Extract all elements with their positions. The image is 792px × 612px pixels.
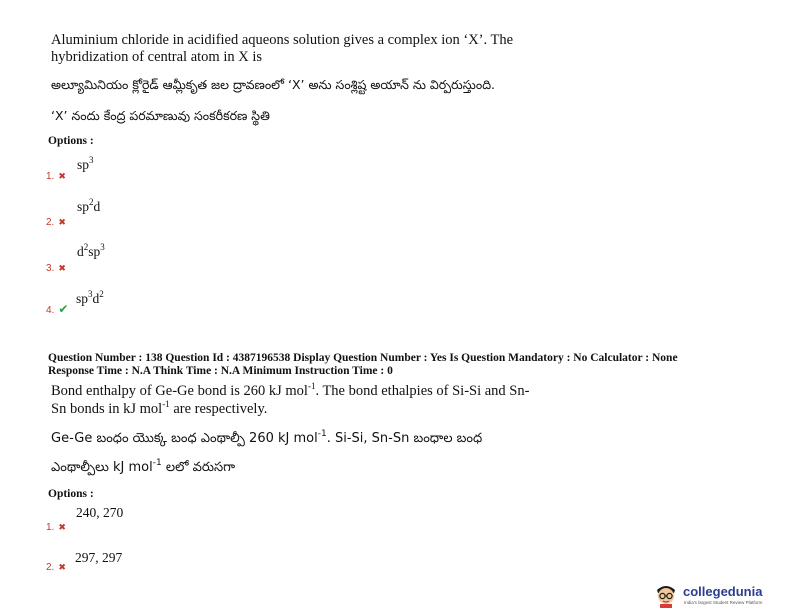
wrong-icon: ✖ [58,172,66,182]
wrong-icon: ✖ [58,523,66,533]
option-3[interactable] [46,258,66,276]
wrong-icon: ✖ [58,563,66,573]
option-2-value: $sp^2d$ [77,197,101,214]
question-text-en-line2: Sn bonds in kJ mol$^{-1}$ are respectively. [51,399,268,417]
option-4-value: $sp^3d^2$ [76,289,104,306]
question-text-en-line2: hybridization of central atom in X is [51,49,263,65]
option-2[interactable] [46,557,66,575]
question-text-te-line1: Ge-Ge బంధం యొక్క బంధ ఎంథాల్పీ 260 kJ mol$^{-1}$. Si-Si, Sn-Sn బంధాల బంధ [51,429,483,446]
options-label: Options : [48,488,94,500]
option-1[interactable] [46,517,66,535]
option-number: 3. [46,263,55,274]
logo-tagline: India's largest Student Review Platform [684,600,763,605]
option-2[interactable] [46,212,66,230]
options-label: Options : [48,135,94,147]
question-text-te-line1: అల్యూమినియం క్లోరైడ్ ఆమ్లీకృత జల ద్రావణంలో ‘X’ అను సంశ్లిష్ట అయాన్ ను విర్పరుస్తుంది. [51,77,495,92]
option-4[interactable] [46,300,68,318]
wrong-icon: ✖ [58,218,66,228]
option-1-value: 240, 270 [76,505,124,520]
logo-name: collegedunia [683,584,763,599]
collegedunia-logo [652,580,782,608]
option-number: 1. [46,522,55,533]
question-meta-line2: Response Time : N.A Think Time : N.A Minimum Instruction Time : 0 [48,365,393,377]
question-text-te-line2: ఎంథాల్పీలు kJ mol$^{-1}$ లలో వరుసగా [51,458,236,475]
option-number: 4. [46,305,55,316]
mascot-icon [652,580,680,608]
question-text-te-line2: ‘X’ నందు కేంద్ర పరమాణువు సంకరీకరణ స్థితి [51,108,270,123]
correct-icon: ✔ [58,302,69,316]
option-number: 1. [46,171,55,182]
wrong-icon: ✖ [58,264,66,274]
option-2-value: 297, 297 [75,550,123,565]
question-text-en-line1: Aluminium chloride in acidified aqueons solution gives a complex ion ‘X’. The [51,32,514,48]
option-number: 2. [46,562,55,573]
option-1[interactable] [46,166,66,184]
option-1-value: $sp^3$ [77,155,94,172]
option-number: 2. [46,217,55,228]
option-3-value: $d^2sp^3$ [77,242,105,259]
question-meta-line1: Question Number : 138 Question Id : 4387196538 Display Question Number : Yes Is Question Mandatory : No Calculator : None [48,352,678,364]
question-text-en-line1: Bond enthalpy of Ge-Ge bond is 260 kJ mol$^{-1}$. The bond ethalpies of Si-Si and Sn- [51,381,530,399]
